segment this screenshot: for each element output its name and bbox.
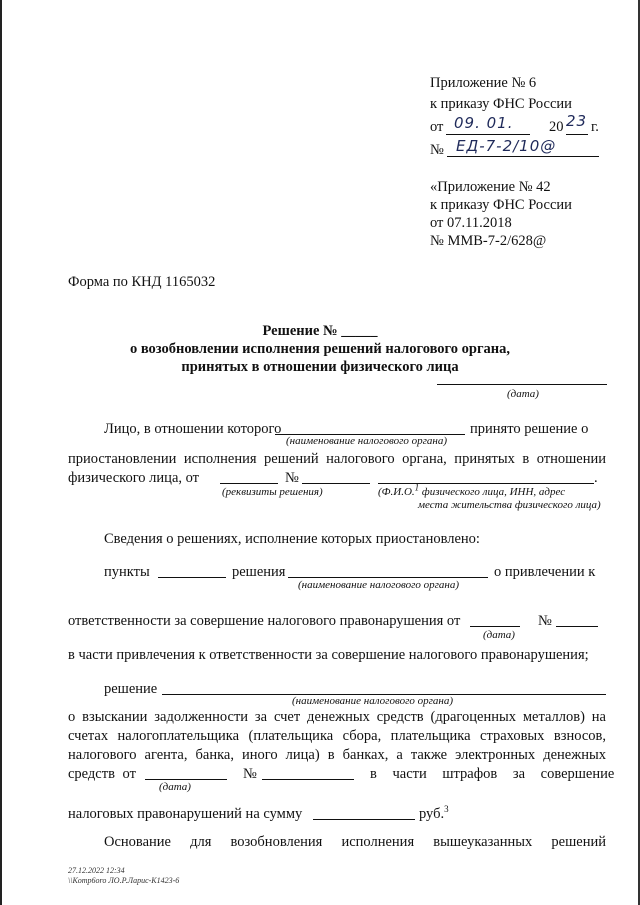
form-code: Форма по КНД 1165032 [68, 274, 216, 290]
points-label: пункты [104, 564, 150, 580]
appendix42-title: «Приложение № 42 [430, 179, 551, 195]
appendix6-year-line [566, 134, 588, 135]
para1-end: принято решение о [470, 421, 589, 437]
heading-line2: о возобновлении исполнения решений налогового органа, [129, 341, 511, 357]
points-authority-caption: (наименование налогового органа) [298, 579, 460, 591]
decision2-line2: счетах налогоплательщика (плательщика сбора, плательщика страховых взносов, [68, 728, 606, 744]
decision2-line1: о взыскании задолженности за счет денежных средств (драгоценных металлов) на [68, 709, 606, 725]
para1-line2: приостановлении исполнения решений налогового органа, принятых в отношении [68, 451, 606, 467]
para1-fio-caption [378, 482, 566, 499]
basis-text: Основание для возобновления исполнения вышеуказанных решений [104, 834, 606, 850]
decision2-line5-sup: 3 [444, 804, 449, 815]
decision2-line4-start: средств от [68, 766, 136, 782]
decision2-date-caption: (дата) [159, 781, 191, 793]
info-heading: Сведения о решениях, исполнение которых приостановлено: [104, 531, 480, 547]
scan-edge-left [0, 0, 2, 905]
points-authority-line [288, 577, 488, 578]
points-decision-label: решения [232, 564, 286, 580]
appendix6-date-prefix: от [430, 119, 444, 135]
decision2-line5-end: руб. [419, 806, 445, 822]
para1-fio-caption-a: (Ф.И.О. [378, 486, 415, 498]
decision2-authority-caption: (наименование налогового органа) [292, 695, 454, 707]
para1-fio-caption-b: физического лица, ИНН, адрес [421, 486, 566, 498]
appendix42-date: от 07.11.2018 [430, 215, 512, 231]
para1-fio-sup: 1 [414, 482, 420, 493]
decision2-date-line [145, 779, 227, 780]
points-line2-num: № [538, 613, 552, 629]
para1-number-line [302, 483, 370, 484]
decision2-line4-end: в части штрафов за совершение [370, 766, 615, 782]
decision2-line4-num: № [243, 766, 257, 782]
appendix6-date-handwritten: 09. 01. [454, 114, 514, 132]
points-number-line [556, 626, 598, 627]
appendix6-date-line [446, 134, 530, 135]
decision-date-line [437, 384, 607, 385]
points-line2-start: ответственности за совершение налогового правонарушения от [68, 613, 461, 629]
appendix6-num-handwritten: ЕД-7-2/10@ [456, 137, 557, 155]
points-line3: в части привлечения к ответственности за совершение налогового правонарушения; [68, 647, 589, 663]
para1-start: Лицо, в отношении которого [104, 421, 282, 437]
appendix6-num-prefix: № [430, 142, 444, 158]
para1-line3-start: физического лица, от [68, 470, 200, 486]
points-date-line [470, 626, 520, 627]
appendix6-year-handwritten: 23 [566, 112, 588, 130]
appendix6-order: к приказу ФНС России [430, 96, 572, 112]
appendix6-year-suffix: г. [591, 119, 599, 135]
appendix6-num-line [447, 156, 599, 157]
appendix42-order: к приказу ФНС России [430, 197, 572, 213]
footer-stamp-doc: \\Komp6oro ЛО.Р.Ларис-К1423-6 [68, 876, 180, 885]
points-line [158, 577, 226, 578]
points-date-caption: (дата) [483, 629, 515, 641]
decision-date-caption: (дата) [507, 388, 539, 400]
decision2-number-line [262, 779, 354, 780]
para1-date-line [220, 483, 278, 484]
appendix6-year-prefix: 20 [549, 119, 564, 135]
appendix6-title: Приложение № 6 [430, 75, 537, 91]
heading-line1: Решение № _____ [262, 323, 378, 339]
para1-fio-caption-c: места жительства физического лица) [418, 499, 601, 511]
appendix42-number: № ММВ-7-2/628@ [430, 233, 547, 249]
decision2-sum-line [313, 819, 415, 820]
decision2-line3: налогового агента, банка, иного лица) в банках, а также электронных денежных [68, 747, 606, 763]
footer-stamp-date: 27.12.2022 12:34 [68, 866, 125, 875]
para1-rekv-caption: (реквизиты решения) [222, 486, 323, 498]
decision2-label: решение [104, 681, 158, 697]
para1-authority-caption: (наименование налогового органа) [286, 435, 448, 447]
para1-fio-line [378, 483, 594, 484]
para1-line3-num: № [285, 470, 299, 486]
decision2-line5-start: налоговых правонарушений на сумму [68, 806, 303, 822]
heading-line3: принятых в отношении физического лица [181, 359, 459, 375]
points-end: о привлечении к [494, 564, 596, 580]
para1-line3-end: . [594, 470, 598, 486]
